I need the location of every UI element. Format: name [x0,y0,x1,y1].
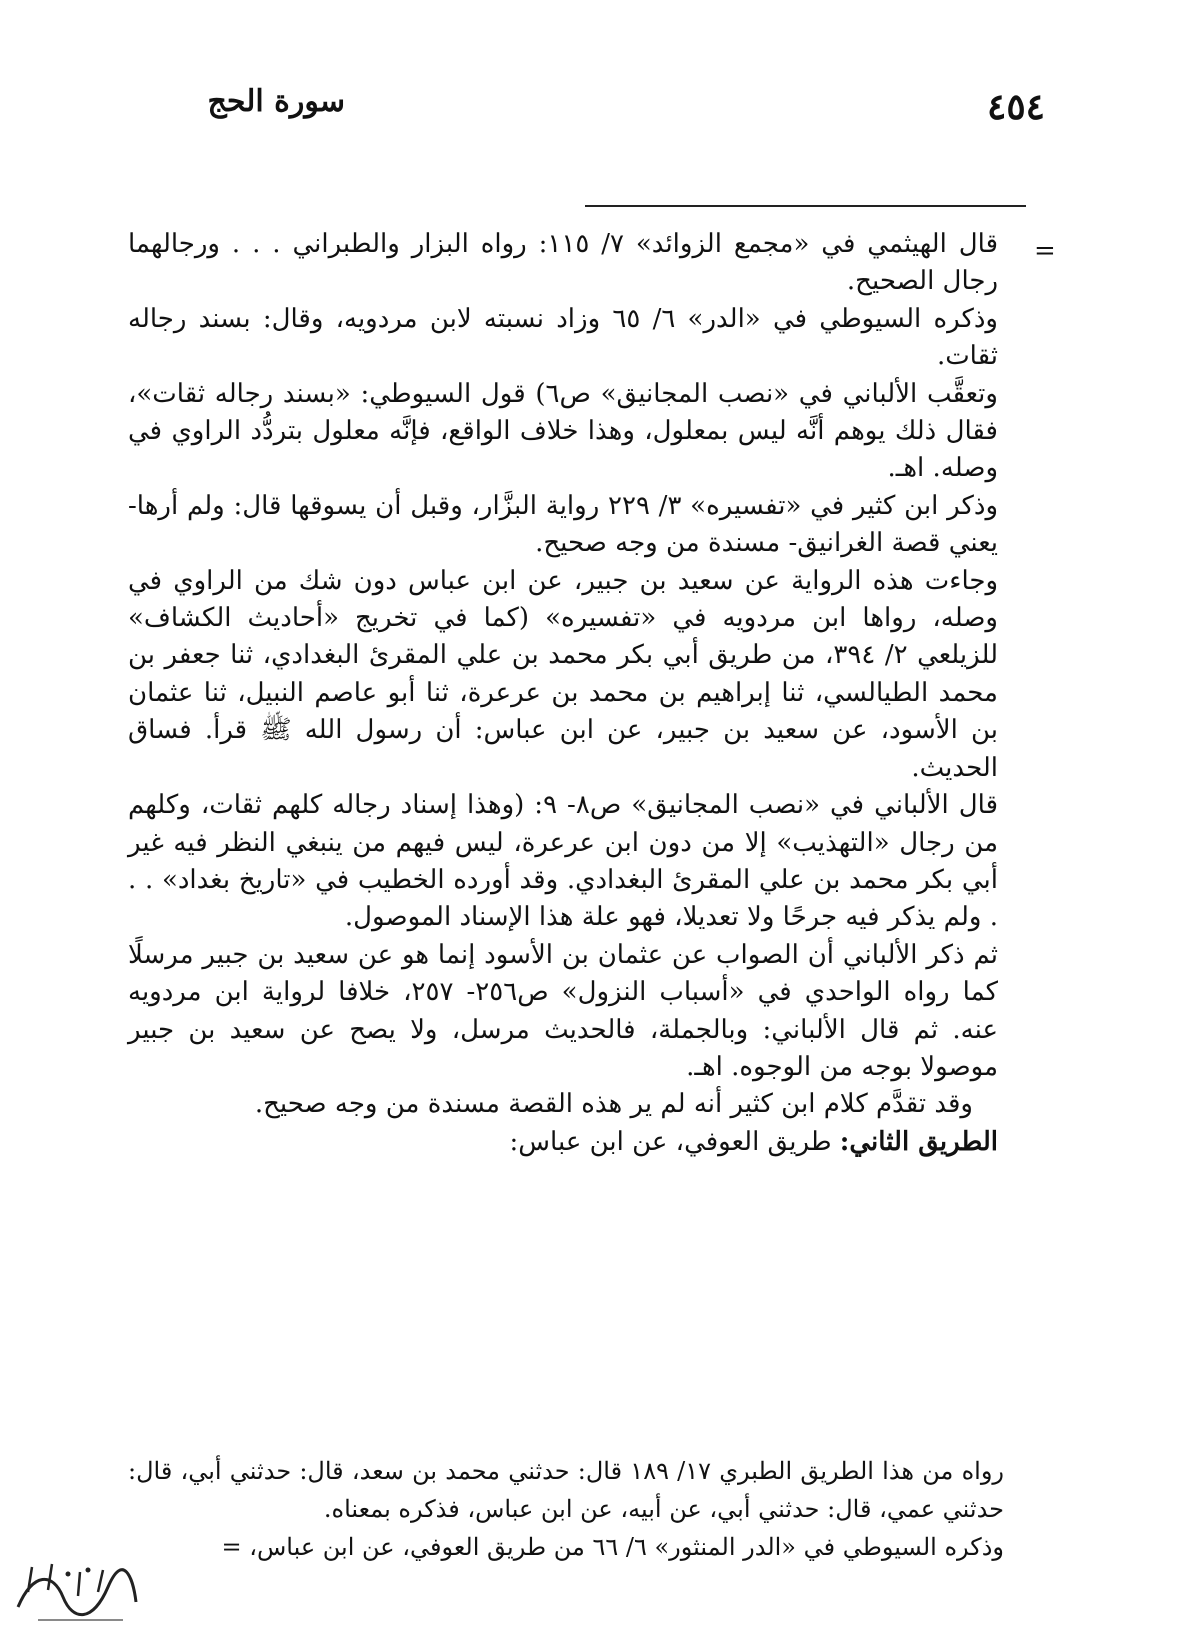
paragraph-albani-mursal: ثم ذكر الألباني أن الصواب عن عثمان بن الأسود إنما هو عن سعيد بن جبير مرسلًا كما رواه الواحدي في «أسباب النزول» ص٢٥٦- ٢٥٧، خلافا لرواية ابن مردويه عنه. ثم قال الألباني: وبالجملة، فالحديث مرسل، ولا يصح عن سعيد بن جبير موصولا بوجه من الوجوه. اهـ. [128,939,998,1082]
paragraph-albani-isnad: قال الألباني في «نصب المجانيق» ص٨- ٩: (وهذا إسناد رجاله كلهم ثقات، وكلهم من رجال «التهذيب» إلا من دون ابن عرعرة، ليس فيهم من ينبغي النظر فيه غير أبي بكر محمد بن علي المقرئ البغدادي. وقد أورده الخطيب في «تاريخ بغداد» . . . ولم يذكر فيه جرحًا ولا تعديلا، فهو علة هذا الإسناد الموصول. [128,790,998,933]
second-route-heading: الطريق الثاني: [839,1126,998,1157]
paragraph-tabari: رواه من هذا الطريق الطبري ١٧/ ١٨٩ قال: حدثني محمد بن سعد، قال: حدثني أبي، قال: حدثني عمي، قال: حدثني أبي، عن أبيه، عن ابن عباس، فذكره بمعناه. [128,1457,1005,1523]
continuation-mark: = [1034,236,1056,266]
library-seal-icon [8,1552,143,1632]
second-route-text: طريق العوفي، عن ابن عباس: [509,1126,840,1157]
paragraph-haythami: قال الهيثمي في «مجمع الزوائد» ٧/ ١١٥: رواه البزار والطبراني . . . ورجالهما رجال الصحيح. [128,229,998,297]
paragraph-albani-critique: وتعقَّب الألباني في «نصب المجانيق» ص٦) قول السيوطي: «بسند رجاله ثقات»، فقال ذلك يوهم أنَّه ليس بمعلول، وهذا خلاف الواقع، فإنَّه معلول بتردُّد الراوي في وصله. اهـ. [128,378,998,484]
paragraph-said-ibn-jubayr: وجاءت هذه الرواية عن سعيد بن جبير، عن ابن عباس دون شك من الراوي في وصله، رواها ابن مردويه في «تفسيره» (كما في تخريج «أحاديث الكشاف» للزيلعي ٢/ ٣٩٤، من طريق أبي بكر محمد بن علي المقرئ البغدادي، ثنا جعفر بن محمد الطيالسي، ثنا إبراهيم بن محمد بن عرعرة، ثنا أبو عاصم النبيل، ثنا عثمان بن الأسود، عن سعيد بن جبير، عن ابن عباس: أن رسول الله ﷺ قرأ. فساق الحديث. [128,565,999,783]
paragraph-second-route [128,1124,998,1161]
paragraph-suyuti: وذكره السيوطي في «الدر» ٦/ ٦٥ وزاد نسبته لابن مردويه، وقال: بسند رجاله ثقات. [128,303,998,372]
paragraph-ibn-kathir: وذكر ابن كثير في «تفسيره» ٣/ ٢٢٩ رواية البزَّار، وقبل أن يسوقها قال: ولم أرها- يعني قصة الغرانيق- مسندة من وجه صحيح. [128,490,998,559]
footnote-divider [585,205,1026,207]
footnote-body [128,226,998,1161]
footnote-lower [128,1452,1004,1566]
page-title: سورة الحج [207,84,345,119]
paragraph-ibn-kathir-recall: وقد تقدَّم كلام ابن كثير أنه لم ير هذه القصة مسندة من وجه صحيح. [254,1089,973,1120]
page-number: ٤٥٤ [986,86,1045,128]
paragraph-suyuti-durr: وذكره السيوطي في «الدر المنثور» ٦/ ٦٦ من طريق العوفي، عن ابن عباس، = [221,1533,1004,1561]
